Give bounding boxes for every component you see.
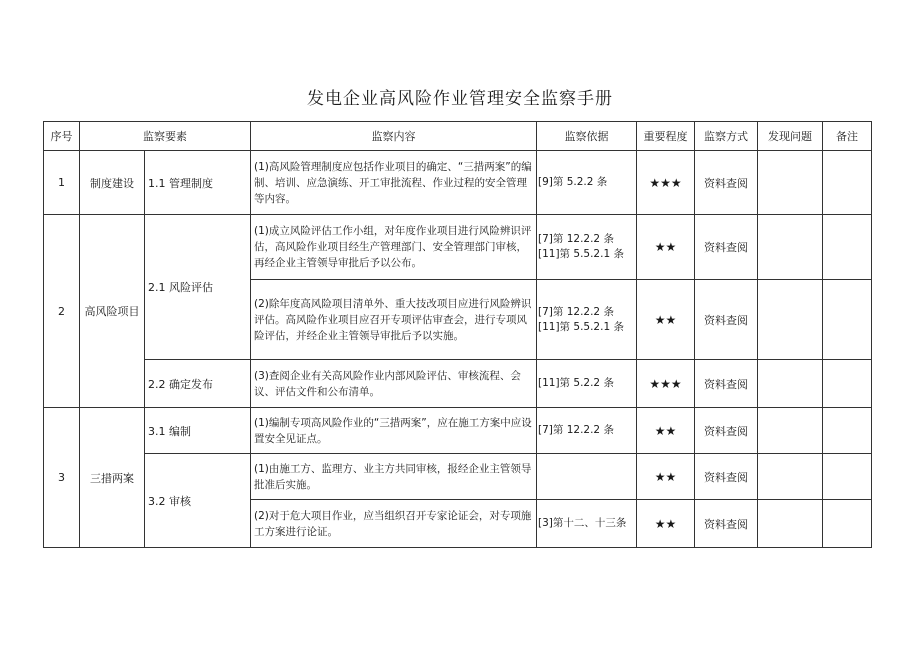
table-row xyxy=(44,408,872,454)
row-sub-element: 1.1 管理制度 xyxy=(145,151,251,215)
row-issues xyxy=(758,454,823,500)
row-method: 资料查阅 xyxy=(695,360,758,408)
row-method: 资料查阅 xyxy=(695,408,758,454)
header-basis: 监察依据 xyxy=(537,122,637,151)
row-seq: 2 xyxy=(44,215,80,408)
row-method: 资料查阅 xyxy=(695,151,758,215)
header-seq: 序号 xyxy=(44,122,80,151)
row-content: (1)由施工方、监理方、业主方共同审核，报经企业主管领导批准后实施。 xyxy=(251,454,537,500)
header-content: 监察内容 xyxy=(251,122,537,151)
row-basis: [7]第 12.2.2 条 xyxy=(537,408,637,454)
row-issues xyxy=(758,215,823,280)
row-basis: [3]第十二、十三条 xyxy=(537,500,637,548)
row-method: 资料查阅 xyxy=(695,215,758,280)
row-basis: [9]第 5.2.2 条 xyxy=(537,151,637,215)
inspection-table xyxy=(43,121,872,548)
row-content: (2)对于危大项目作业，应当组织召开专家论证会，对专项施工方案进行论证。 xyxy=(251,500,537,548)
row-basis: [11]第 5.2.2 条 xyxy=(537,360,637,408)
header-element: 监察要素 xyxy=(80,122,251,151)
row-issues xyxy=(758,500,823,548)
header-method: 监察方式 xyxy=(695,122,758,151)
header-importance: 重要程度 xyxy=(637,122,695,151)
table-row xyxy=(44,215,872,280)
table-row xyxy=(44,454,872,500)
row-importance: ★★ xyxy=(637,500,695,548)
row-seq: 1 xyxy=(44,151,80,215)
row-issues xyxy=(758,151,823,215)
row-element: 高风险项目 xyxy=(80,215,145,408)
row-content: (1)成立风险评估工作小组，对年度作业项目进行风险辨识评估，高风险作业项目经生产管理部门、安全管理部门审核，再经企业主管领导审批后予以公布。 xyxy=(251,215,537,280)
row-element: 三措两案 xyxy=(80,408,145,548)
row-remarks xyxy=(823,151,872,215)
row-method: 资料查阅 xyxy=(695,280,758,360)
row-sub-element: 3.1 编制 xyxy=(145,408,251,454)
row-importance: ★★★ xyxy=(637,151,695,215)
header-remarks: 备注 xyxy=(823,122,872,151)
row-method: 资料查阅 xyxy=(695,454,758,500)
row-basis xyxy=(537,454,637,500)
row-content: (1)编制专项高风险作业的“三措两案”，应在施工方案中应设置安全见证点。 xyxy=(251,408,537,454)
row-seq: 3 xyxy=(44,408,80,548)
row-importance: ★★ xyxy=(637,280,695,360)
row-importance: ★★★ xyxy=(637,360,695,408)
row-issues xyxy=(758,280,823,360)
row-importance: ★★ xyxy=(637,408,695,454)
row-issues xyxy=(758,360,823,408)
row-content: (1)高风险管理制度应包括作业项目的确定、“三措两案”的编制、培训、应急演练、开工审批流程、作业过程的安全管理等内容。 xyxy=(251,151,537,215)
row-basis: [7]第 12.2.2 条[11]第 5.5.2.1 条 xyxy=(537,280,637,360)
row-method: 资料查阅 xyxy=(695,500,758,548)
row-element: 制度建设 xyxy=(80,151,145,215)
row-content: (3)查阅企业有关高风险作业内部风险评估、审核流程、会议、评估文件和公布清单。 xyxy=(251,360,537,408)
row-importance: ★★ xyxy=(637,215,695,280)
document-title: 发电企业高风险作业管理安全监察手册 xyxy=(307,89,613,109)
row-sub-element: 2.2 确定发布 xyxy=(145,360,251,408)
header-issues: 发现问题 xyxy=(758,122,823,151)
row-basis: [7]第 12.2.2 条[11]第 5.5.2.1 条 xyxy=(537,215,637,280)
row-issues xyxy=(758,408,823,454)
row-remarks xyxy=(823,280,872,360)
row-content: (2)除年度高风险项目清单外、重大技改项目应进行风险辨识评估。高风险作业项目应召开专项评估审查会，进行专项风险评估，并经企业主管领导审批后予以实施。 xyxy=(251,280,537,360)
table-row xyxy=(44,151,872,215)
row-remarks xyxy=(823,360,872,408)
row-importance: ★★ xyxy=(637,454,695,500)
row-sub-element: 2.1 风险评估 xyxy=(145,215,251,360)
row-remarks xyxy=(823,500,872,548)
row-sub-element: 3.2 审核 xyxy=(145,454,251,548)
header-row xyxy=(44,122,872,151)
row-remarks xyxy=(823,215,872,280)
row-remarks xyxy=(823,454,872,500)
table-row xyxy=(44,360,872,408)
row-remarks xyxy=(823,408,872,454)
